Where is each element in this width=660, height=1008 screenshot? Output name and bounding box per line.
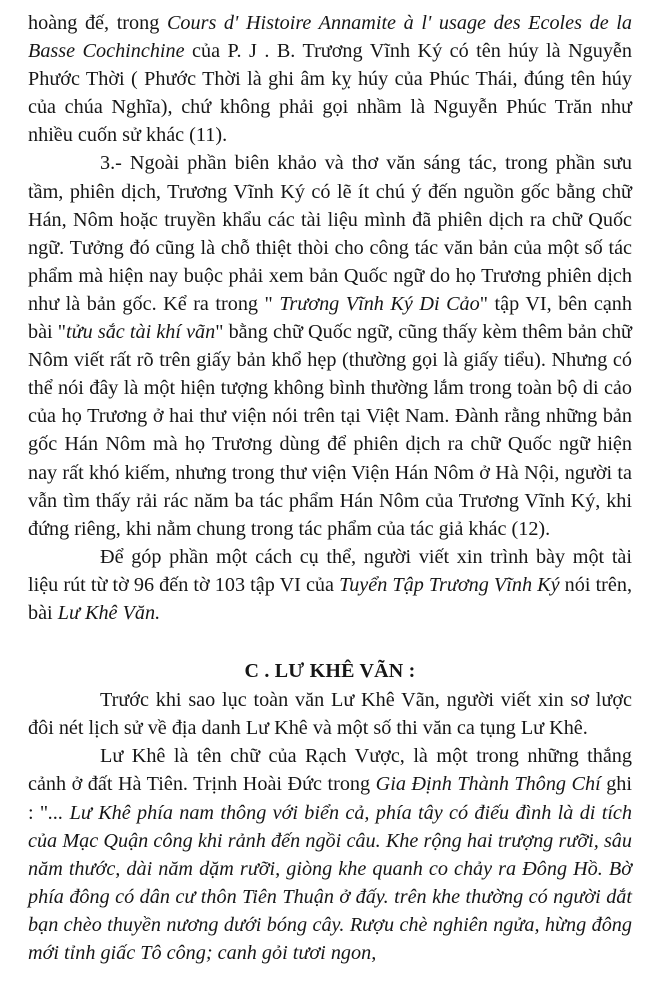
- text-run: nói trên, bài: [28, 573, 633, 624]
- italic-text: Lư Khê Văn.: [57, 601, 161, 624]
- text-run: Để góp phần một cách cụ thể, người viết xin trình bày một tài liệu rút từ tờ 96 đến tờ 103 tập VI của: [28, 545, 632, 596]
- paragraph-3: [28, 543, 632, 627]
- italic-text: Tuyển Tập Trương Vĩnh Ký: [339, 573, 560, 596]
- text-run: ghi : ": [28, 773, 633, 824]
- paragraph-2: [28, 149, 632, 542]
- document-page: [28, 9, 632, 967]
- text-run: của P. J . B. Trương Vĩnh Ký có tên húy là Nguyễn Phước Thời ( Phước Thời là ghi âm kỵ húy của Phúc Thái, đúng tên húy của chúa Nghĩa), chứ không phải gọi nhầm là Nguyễn Phúc Trăn như nhiều cuốn sử khác (11).: [28, 40, 632, 147]
- italic-text: Cours d' Histoire Annamite à l' usage des Ecoles de la Basse Cochinchine: [28, 12, 632, 63]
- italic-text: tửu sắc tài khí vãn: [66, 321, 216, 344]
- text-run: hoàng đế, trong: [28, 12, 167, 34]
- paragraph-5: [28, 742, 632, 967]
- section-heading: C . LƯ KHÊ VÃN :: [244, 660, 416, 683]
- italic-text: ... Lư Khê phía nam thông với biển cả, phía tây có điếu đình là di tích của Mạc Quận công khi rảnh đến ngồi câu. Khe rộng hai trượng rưỡi, sâu năm thước, dài năm dặm rưỡi, giòng khe quanh co chảy ra Đông Hồ. Bờ phía đông có dân cư thôn Tiên Thuận ở đấy. trên khe thường có người dắt bạn chèo thuyền nương dưới bóng cây. Rượu chè nghiên ngửa, hừng đông mới tỉnh giấc Tô công; canh gỏi tươi ngon,: [28, 801, 632, 964]
- text-run: " tập VI, bên cạnh bài ": [28, 292, 632, 344]
- text-run: 3.- Ngoài phần biên khảo và thơ văn sáng tác, trong phần sưu tầm, phiên dịch, Trương Vĩnh Ký có lẽ ít chú ý đến nguồn gốc bằng chữ Hán, Nôm hoặc truyền khẩu các tài liệu mình đã phiên dịch ra chữ Quốc ngữ. Tưởng đó cũng là chỗ thiệt thòi cho công tác văn bản của một số tác phẩm mà hiện nay buộc phải xem bản Quốc ngữ do họ Trương phiên dịch như là bản gốc. Kể ra trong ": [28, 152, 632, 315]
- paragraph-4: [28, 686, 632, 742]
- paragraph-1: [28, 9, 632, 149]
- text-run: " bằng chữ Quốc ngữ, cũng thấy kèm thêm bản chữ Nôm viết rất rõ trên giấy bản khổ hẹp (thường gọi là giấy tiểu). Nhưng có thể nói đây là một hiện tượng không bình thường lắm trong toàn bộ di cảo của họ Trương ở hai thư viện nói trên tại Việt Nam. Đành rằng những bản gốc Hán Nôm mà họ Trương dùng để phiên dịch ra chữ Quốc ngữ hiện nay rất khó kiếm, nhưng trong thư viện Viện Hán Nôm ở Hà Nội, người ta vẫn tìm thấy rải rác năm ba tác phẩm Hán Nôm của Trương Vĩnh Ký, khi đứng riêng, khi nằm chung trong tác phẩm của tác giả khác (12).: [28, 321, 633, 540]
- text-run: Trước khi sao lục toàn văn Lư Khê Vãn, người viết xin sơ lược đôi nét lịch sử về địa danh Lư Khê và một số thi văn ca tụng Lư Khê.: [28, 689, 632, 740]
- text-run: Lư Khê là tên chữ của Rạch Vược, là một trong những thắng cảnh ở đất Hà Tiên. Trịnh Hoài Đức trong: [28, 745, 632, 796]
- italic-text: Gia Định Thành Thông Chí: [375, 773, 601, 796]
- italic-text: Trương Vĩnh Ký Di Cảo: [279, 292, 480, 315]
